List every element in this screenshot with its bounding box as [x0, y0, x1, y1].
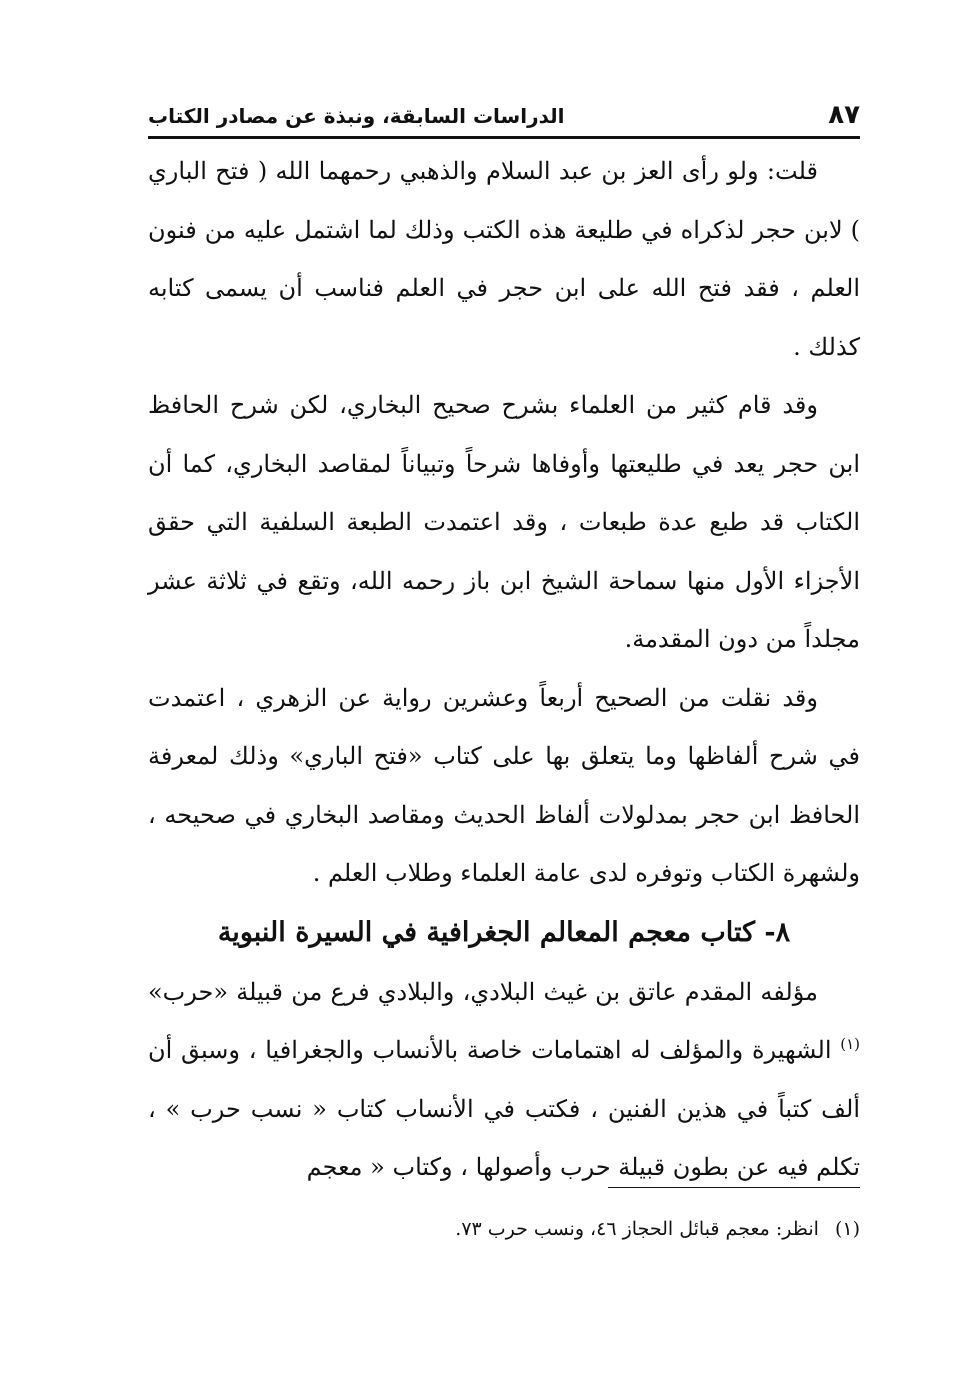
paragraph: وقد نقلت من الصحيح أربعاً وعشرين رواية عن الزهري ، اعتمدت في شرح ألفاظها وما يتعلق بها على كتاب «فتح الباري» وذلك لمعرفة الحافظ ابن حجر بمدلولات ألفاظ الحديث ومقاصد البخاري في صحيحه ، ولشهرة الكتاب وتوفره لدى عامة العلماء وطلاب العلم .	[148, 683, 860, 887]
section-heading: ٨- كتاب معجم المعالم الجغرافية في السيرة النبوية	[217, 916, 791, 948]
footnote-reference[interactable]: (١)	[840, 1035, 860, 1053]
paragraph: وقد قام كثير من العلماء بشرح صحيح البخاري، لكن شرح الحافظ ابن حجر يعد في طليعتها وأوفاها شرحاً وتبياناً لمقاصد البخاري، كما أن الكتاب قد طبع عدة طبعات ، وقد اعتمدت الطبعة السلفية التي حقق الأجزاء الأول منها سماحة الشيخ ابن باز رحمه الله، وتقع في ثلاثة عشر مجلداً من دون المقدمة.	[148, 391, 860, 653]
section-paragraph-start: مؤلفه المقدم عاتق بن غيث البلادي، والبلادي فرع من قبيلة «حرب»	[148, 977, 818, 1006]
page-number: ٨٧	[828, 100, 860, 130]
footnote-text: انظر: معجم قبائل الحجاز ٤٦، ونسب حرب ٧٣.	[455, 1218, 819, 1240]
footnote-divider	[608, 1187, 860, 1188]
running-title: الدراسات السابقة، ونبذة عن مصادر الكتاب	[148, 104, 565, 128]
paragraph: قلت: ولو رأى العز بن عبد السلام والذهبي رحمهما الله ( فتح الباري ) لابن حجر لذكراه في طليعة هذه الكتب وذلك لما اشتمل عليه من فنون العلم ، فقد فتح الله على ابن حجر في العلم فناسب أن يسمى كتابه كذلك .	[148, 157, 860, 361]
section-paragraph-end: الشهيرة والمؤلف له اهتمامات خاصة بالأنساب والجغرافيا ، وسبق أن ألف كتباً في هذين الفنين ، فكتب في الأنساب كتاب « نسب حرب » ، تكلم فيه عن بطون قبيلة حرب وأصولها ، وكتاب « معجم	[148, 1036, 860, 1181]
footnote	[148, 1213, 860, 1245]
body-text	[148, 142, 860, 1197]
running-header	[148, 98, 860, 139]
section-paragraph	[148, 963, 860, 1197]
footnote-number: (١)	[834, 1218, 860, 1240]
